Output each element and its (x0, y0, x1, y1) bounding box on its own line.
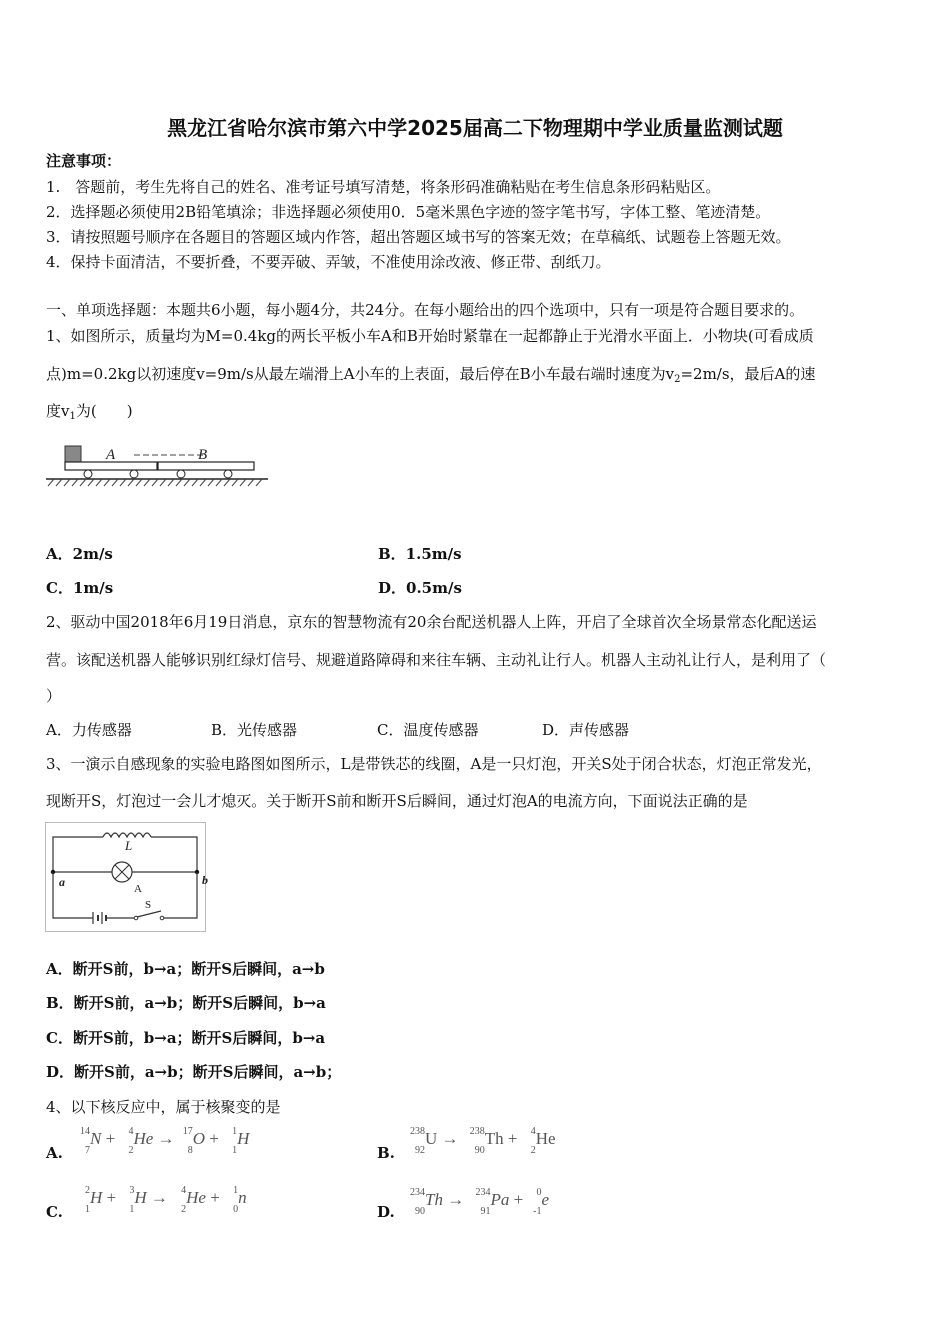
q3-text: 3、一演示自感现象的实验电路图如图所示，L是带铁芯的线圈，A是一只灯泡，开关S处于闭合状态，灯泡正常发光， (46, 755, 822, 773)
mass-number: 4 (181, 1185, 187, 1196)
atomic-number: 8 (187, 1145, 193, 1156)
q4-equation-d (403, 1187, 549, 1217)
q1-option-a[interactable]: A．2m/s (46, 545, 113, 563)
element-symbol: U (425, 1128, 438, 1148)
mass-number: 238 (410, 1126, 425, 1137)
q2-option-c[interactable]: C．温度传感器 (377, 721, 479, 739)
element-symbol: He (186, 1187, 206, 1207)
nuclide (223, 1126, 238, 1156)
atomic-number: 92 (415, 1145, 425, 1156)
q3-option-d[interactable]: D．断开S前，a→b；断开S后瞬间，a→b； (46, 1063, 342, 1081)
nuclide (76, 1126, 90, 1156)
arrow: → (150, 1187, 168, 1207)
q1-text (46, 401, 133, 427)
cart-a (65, 462, 157, 470)
atomic-number: 1 (232, 1145, 238, 1156)
nuclide (76, 1185, 90, 1215)
atomic-number: -1 (533, 1206, 542, 1217)
nuclide (522, 1126, 536, 1156)
mass-number: 2 (85, 1185, 90, 1196)
q1-text-part: 度v (46, 402, 70, 420)
q1-option-b[interactable]: B．1.5m/s (378, 545, 462, 563)
atomic-number: 90 (415, 1206, 425, 1217)
q2-option-b[interactable]: B．光传感器 (211, 721, 298, 739)
q3-option-c[interactable]: C．断开S前，b→a；断开S后瞬间，b→a (46, 1029, 326, 1047)
atomic-number: 2 (530, 1145, 536, 1156)
q1-figure-carts (44, 442, 270, 490)
mass-number: 1 (232, 1126, 238, 1137)
cart-a-label: A (106, 447, 116, 463)
q4-equation-a (76, 1126, 250, 1156)
notice-item: 3．请按照题号顺序在各题目的答题区域内作答，超出答题区域书写的答案无效；在草稿纸、试题卷上答题无效。 (46, 228, 791, 246)
nuclide (468, 1187, 491, 1217)
mass-number: 4 (128, 1126, 134, 1137)
mass-number: 234 (410, 1187, 425, 1198)
element-symbol: He (133, 1128, 154, 1148)
plus-sign: + (513, 1189, 524, 1209)
notice-heading: 注意事项： (46, 152, 122, 170)
notice-item: 4．保持卡面清洁，不要折叠，不要弄破、弄皱，不准使用涂改液、修正带、刮纸刀。 (46, 253, 611, 271)
arrow: → (157, 1128, 175, 1148)
plus-sign: + (106, 1187, 117, 1207)
nuclide (224, 1185, 239, 1215)
q3-text: 现断开S，灯泡过一会儿才熄灭。关于断开S前和断开S后瞬间，通过灯泡A的电流方向，下面说法正确的是 (46, 792, 748, 810)
q3-option-a[interactable]: A．断开S前，b→a；断开S后瞬间，a→b (46, 960, 325, 978)
element-symbol: Pa (490, 1189, 510, 1209)
atomic-number: 1 (85, 1204, 90, 1215)
element-symbol: n (238, 1187, 247, 1207)
plus-sign: + (507, 1128, 518, 1148)
q4-option-b[interactable]: B. (377, 1144, 395, 1162)
q3-option-b[interactable]: B．断开S前，a→b；断开S后瞬间，b→a (46, 994, 326, 1012)
atomic-number: 90 (474, 1145, 485, 1156)
atomic-number: 1 (129, 1204, 135, 1215)
element-symbol: H (134, 1187, 147, 1207)
q1-option-c[interactable]: C．1m/s (46, 579, 114, 597)
q4-option-a[interactable]: A. (46, 1144, 63, 1162)
q4-text: 4、以下核反应中，属于核聚变的是 (46, 1098, 281, 1116)
nuclide (172, 1185, 187, 1215)
node-a-label: a (59, 875, 65, 889)
atomic-number: 91 (480, 1206, 491, 1217)
element-symbol: He (535, 1128, 556, 1148)
wheel-icon (224, 470, 232, 478)
node-b-label: b (202, 873, 208, 887)
wheel-icon (177, 470, 185, 478)
plus-sign: + (209, 1128, 219, 1148)
nuclide (403, 1126, 425, 1156)
plus-sign: + (105, 1128, 116, 1148)
mass-number: 14 (80, 1126, 90, 1137)
q1-text-part: =2m/s，最后A的速 (680, 365, 816, 383)
plus-sign: + (210, 1187, 220, 1207)
element-symbol: N (90, 1128, 102, 1148)
arrow: → (447, 1189, 465, 1209)
block-icon (65, 446, 81, 462)
atomic-number: 2 (128, 1145, 134, 1156)
element-symbol: Th (484, 1128, 504, 1148)
atomic-number: 2 (181, 1204, 187, 1215)
q1-text: 1、如图所示，质量均为M=0.4kg的两长平板小车A和B开始时紧靠在一起都静止于光滑水平面上．小物块(可看成质 (46, 327, 814, 345)
switch-icon (160, 916, 164, 920)
q4-option-d[interactable]: D. (377, 1203, 395, 1221)
mass-number: 234 (475, 1187, 491, 1198)
q2-text: ） (46, 687, 62, 705)
arrow: → (441, 1128, 459, 1148)
q1-text-part: 点)m=0.2kg以初速度v=9m/s从最左端滑上A小车的上表面，最后停在B小车最右端时速度为v (46, 365, 675, 383)
mass-number: 0 (536, 1187, 542, 1198)
element-symbol: H (237, 1128, 250, 1148)
mass-number: 17 (182, 1126, 193, 1137)
nuclide (403, 1187, 425, 1217)
mass-number: 238 (469, 1126, 485, 1137)
ground-hatching (48, 479, 262, 486)
q2-option-a[interactable]: A．力传感器 (46, 721, 132, 739)
q2-text: 2、驱动中国2018年6月19日消息，京东的智慧物流有20余台配送机器人上阵，开启了全球首次全场景常态化配送运 (46, 613, 817, 631)
cart-b-label: B (198, 447, 208, 463)
q3-circuit-figure (45, 822, 206, 932)
q2-text: 营。该配送机器人能够识别红绿灯信号、规避道路障碍和来往车辆、主动礼让行人。机器人主动礼让行人，是利用了（ (46, 651, 827, 669)
q1-subscript: 2 (674, 374, 681, 385)
switch-label: S (145, 899, 152, 911)
lamp-label: A (134, 883, 142, 895)
atomic-number: 7 (85, 1145, 90, 1156)
notice-item: 2．选择题必须使用2B铅笔填涂；非选择题必须使用0．5毫米黑色字迹的签字笔书写，字体工整、笔迹清楚。 (46, 203, 771, 221)
atomic-number: 0 (233, 1204, 239, 1215)
wheel-icon (84, 470, 92, 478)
q1-option-d[interactable]: D．0.5m/s (378, 579, 462, 597)
q2-option-d[interactable]: D．声传感器 (542, 721, 630, 739)
element-symbol: O (192, 1128, 206, 1148)
mass-number: 3 (129, 1185, 135, 1196)
element-symbol: H (90, 1187, 103, 1207)
nuclide (527, 1187, 542, 1217)
section-heading: 一、单项选择题：本题共6小题，每小题4分，共24分。在每小题给出的四个选项中，只有一项是符合题目要求的。 (46, 301, 805, 319)
mass-number: 4 (530, 1126, 536, 1137)
page-title: 黑龙江省哈尔滨市第六中学2025届高二下物理期中学业质量监测试题 (167, 116, 783, 140)
nuclide (179, 1126, 193, 1156)
nuclide (120, 1185, 135, 1215)
cart-b (158, 462, 254, 470)
notice-item: 1. 答题前，考生先将自己的姓名、准考证号填写清楚，将条形码准确粘贴在考生信息条形码粘贴区。 (46, 178, 721, 196)
nuclide (119, 1126, 134, 1156)
mass-number: 1 (233, 1185, 239, 1196)
q4-option-c[interactable]: C. (46, 1203, 63, 1221)
coil-label: L (125, 838, 133, 853)
wheel-icon (130, 470, 138, 478)
nuclide (463, 1126, 485, 1156)
q4-equation-c (76, 1185, 247, 1215)
q4-equation-b (403, 1126, 556, 1156)
element-symbol: e (541, 1189, 549, 1209)
q1-text-part: 为( ) (75, 402, 133, 420)
q1-text (46, 364, 815, 390)
q1-subscript: 1 (69, 411, 76, 422)
element-symbol: Th (425, 1189, 443, 1209)
